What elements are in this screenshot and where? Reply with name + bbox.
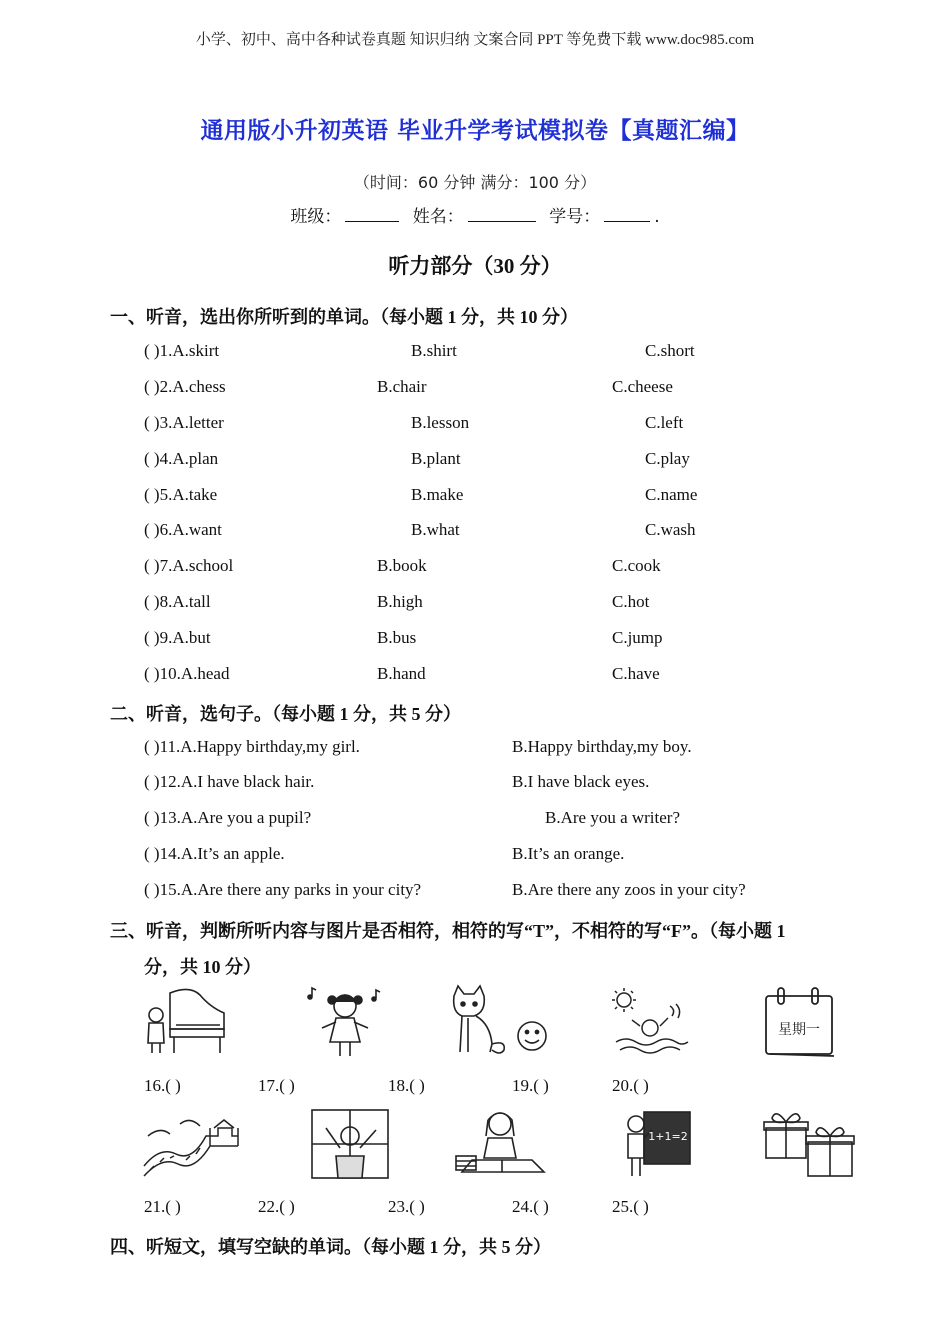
q13-b: B.Are you a writer? [545,808,681,827]
info-end: . [654,207,660,227]
student-info [0,202,950,227]
q22-label: 22.( ) [258,1197,295,1216]
q10-b: B.hand [377,664,426,683]
q12-a: ( )12.A.I have black hair. [144,772,315,791]
q5-c: C.name [645,485,698,504]
q10-a: ( )10.A.head [144,664,230,683]
q15-b: B.Are there any zoos in your city? [512,880,746,899]
part1-heading: 一、听音，选出你所听到的单词。（每小题 1 分，共 10 分） [110,307,578,327]
class-blank[interactable] [345,205,399,222]
q21-label: 21.( ) [144,1197,181,1216]
q20-label: 20.( ) [612,1076,649,1095]
reading-girl-picture [452,1106,556,1180]
q12-b: B.I have black eyes. [512,772,650,791]
q3-a: ( )3.A.letter [144,413,224,432]
q5-a: ( )5.A.take [144,485,218,504]
q14-a: ( )14.A.It’s an apple. [144,844,285,863]
cat-and-smiley-picture [444,984,554,1060]
q24-label: 24.( ) [512,1197,549,1216]
q14-b: B.It’s an orange. [512,844,625,863]
site-banner: 小学、初中、高中各种试卷真题 知识归纳 文案合同 PPT 等免费下载 www.doc985.com [195,32,755,48]
q4-b: B.plant [411,449,461,468]
q8-a: ( )8.A.tall [144,592,211,611]
q9-c: C.jump [612,628,663,647]
swimming-sun-picture [610,986,690,1056]
q1-a: ( )1.A.skirt [144,341,220,360]
q19-label: 19.( ) [512,1076,549,1095]
calendar-text: 星期一 [778,1022,820,1038]
q9-a: ( )9.A.but [144,628,211,647]
board-text: 1+1=2 [648,1130,688,1143]
q9-b: B.bus [377,628,417,647]
q23-label: 23.( ) [388,1197,425,1216]
id-blank[interactable] [604,205,650,222]
part4-heading: 四、听短文，填写空缺的单词。（每小题 1 分，共 5 分） [110,1237,551,1257]
great-wall-picture [140,1106,240,1182]
q2-a: ( )2.A.chess [144,377,226,396]
q3-c: C.left [645,413,684,432]
q7-b: B.book [377,556,427,575]
q2-b: B.chair [377,377,427,396]
part3-heading-line2: 分，共 10 分） [144,957,261,977]
gift-boxes-picture [760,1104,860,1180]
calendar-picture [760,984,840,1060]
exam-title: 通用版小升初英语 毕业升学考试模拟卷【真题汇编】 [200,118,750,144]
q15-a: ( )15.A.Are there any parks in your city? [144,880,422,899]
q8-c: C.hot [612,592,650,611]
q7-c: C.cook [612,556,661,575]
class-label: 班级： [290,207,342,227]
name-label: 姓名： [412,207,464,227]
q10-c: C.have [612,664,660,683]
teacher-blackboard-picture [614,1106,694,1180]
q17-label: 17.( ) [258,1076,295,1095]
part3-heading-line1: 三、听音，判断所听内容与图片是否相符，相符的写“T”，不相符的写“F”。（每小题 1 [110,921,786,941]
time-info: （时间：60 分钟 满分：100 分） [353,173,597,192]
q25-label: 25.( ) [612,1197,649,1216]
q11-a: ( )11.A.Happy birthday,my girl. [144,737,360,756]
window-boy-picture [306,1106,396,1182]
part2-heading: 二、听音，选句子。（每小题 1 分，共 5 分） [110,704,461,724]
q5-b: B.make [411,485,464,504]
q6-c: C.wash [645,520,696,539]
q1-c: C.short [645,341,695,360]
q13-a: ( )13.A.Are you a pupil? [144,808,312,827]
singing-girl-picture [300,984,390,1060]
q18-label: 18.( ) [388,1076,425,1095]
q16-label: 16.( ) [144,1076,181,1095]
q8-b: B.high [377,592,423,611]
q6-a: ( )6.A.want [144,520,222,539]
q3-b: B.lesson [411,413,470,432]
q11-b: B.Happy birthday,my boy. [512,737,692,756]
q6-b: B.what [411,520,460,539]
q1-b: B.shirt [411,341,457,360]
id-label: 学号： [549,207,601,227]
q2-c: C.cheese [612,377,673,396]
q4-c: C.play [645,449,690,468]
listening-section-title: 听力部分（30 分） [388,254,562,278]
q4-a: ( )4.A.plan [144,449,219,468]
q7-a: ( )7.A.school [144,556,234,575]
piano-girl-picture [140,985,230,1057]
name-blank[interactable] [468,205,536,222]
